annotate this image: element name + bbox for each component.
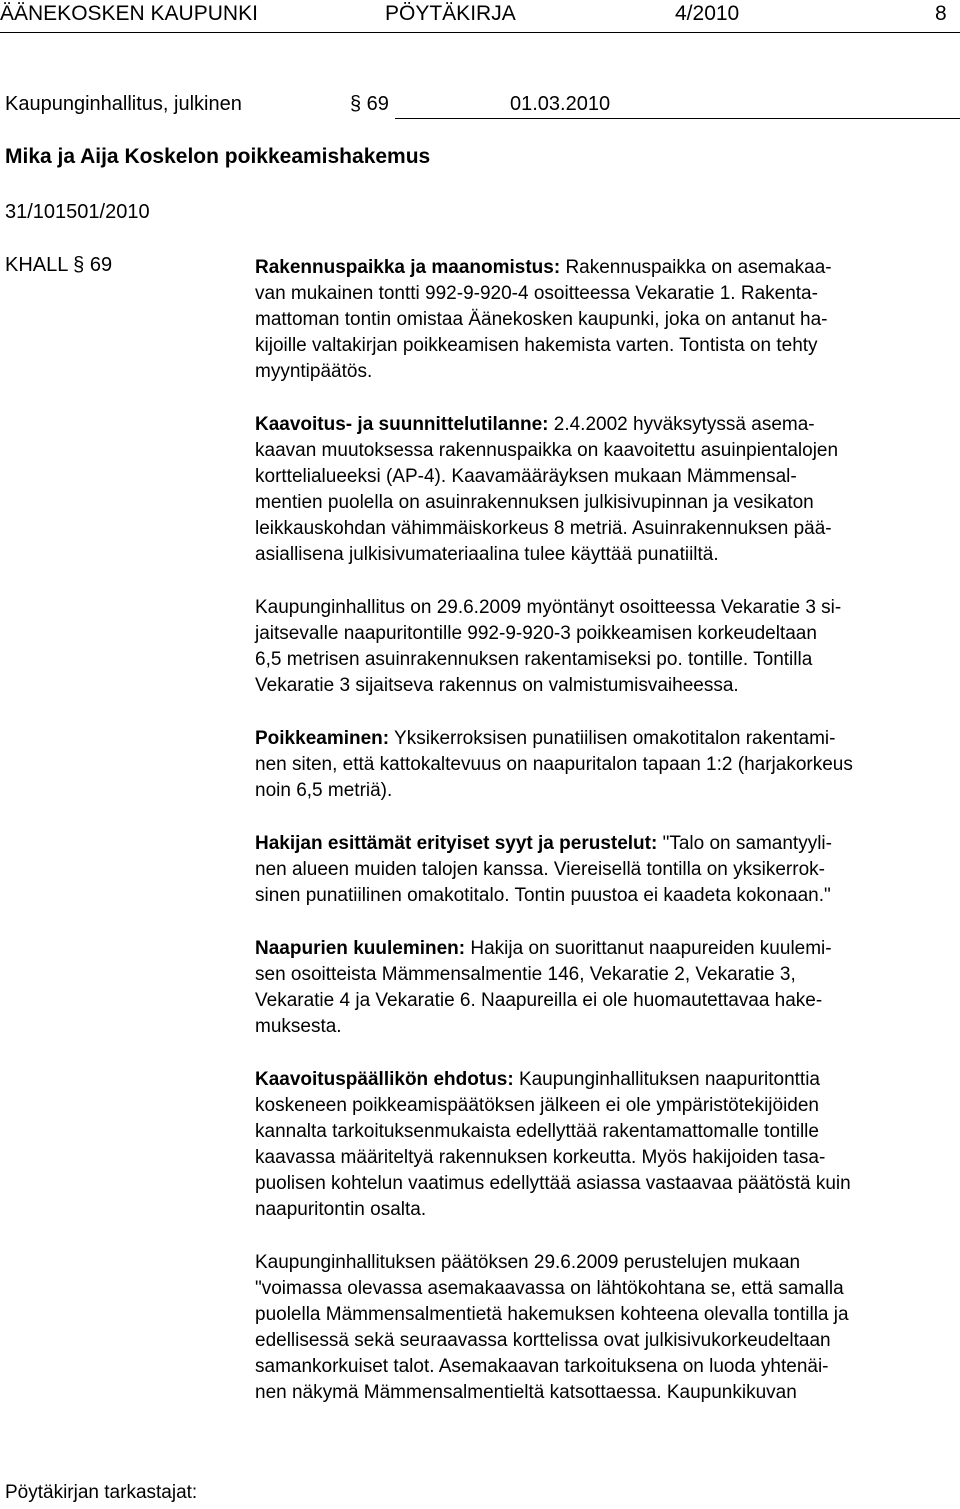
paragraph-line: kaavassa määriteltyä rakennuksen korkeutta. Myös hakijoiden tasa-	[255, 1147, 826, 1168]
paragraph	[255, 255, 955, 385]
paragraph	[255, 936, 955, 1040]
paragraph-line: muksesta.	[255, 1016, 342, 1037]
paragraph-line: "voimassa olevassa asemakaavassa on lähtökohtana se, että samalla	[255, 1278, 844, 1299]
page-header	[0, 0, 960, 30]
section-label: KHALL § 69	[5, 254, 113, 276]
header-rule	[0, 32, 960, 33]
paragraph-line: samankorkuiset talot. Asemakaavan tarkoituksena on luoda yhtenäi-	[255, 1356, 829, 1377]
paragraph-line: sinen punatiilinen omakotitalo. Tontin puustoa ei kaadeta kokonaan."	[255, 885, 831, 906]
paragraph-label: Rakennuspaikka ja maanomistus:	[255, 257, 561, 278]
paragraph-line: koskeneen poikkeamispäätöksen jälkeen ei ole ympäristötekijöiden	[255, 1095, 819, 1116]
body-name: Kaupunginhallitus, julkinen	[5, 93, 242, 115]
paragraph-line: puolisen kohtelun vaatimus edellyttää asiassa vastaavaa päätöstä kuin	[255, 1173, 851, 1194]
city-name: ÄÄNEKOSKEN KAUPUNKI	[0, 2, 258, 25]
paragraph-line: korttelialueeksi (AP-4). Kaavamääräyksen mukaan Mämmensal-	[255, 466, 797, 487]
issue-number: 4/2010	[675, 2, 740, 25]
paragraph-line: leikkauskohdan vähimmäiskorkeus 8 metriä. Asuinrakennuksen pää-	[255, 518, 832, 539]
paragraph-line: 2.4.2002 hyväksytyssä asema-	[553, 414, 815, 435]
paragraph-line: sen osoitteista Mämmensalmentie 146, Vekaratie 2, Vekaratie 3,	[255, 964, 796, 985]
meeting-date: 01.03.2010	[510, 93, 611, 115]
paragraph-line: naapuritontin osalta.	[255, 1199, 427, 1220]
meta-rule	[395, 118, 960, 119]
paragraph-line: puolella Mämmensalmentietä hakemuksen kohteena olevalla tontilla ja	[255, 1304, 849, 1325]
paragraph-line: Hakija on suorittanut naapureiden kuulemi-	[470, 938, 832, 959]
paragraph-line: nen alueen muiden talojen kanssa. Viereisellä tontilla on yksikerrok-	[255, 859, 825, 880]
paragraph-line: nen siten, että kattokaltevuus on naapuritalon tapaan 1:2 (harjakorkeus	[255, 754, 853, 775]
paragraph-line: Vekaratie 3 sijaitseva rakennus on valmistumisvaiheessa.	[255, 675, 739, 696]
paragraph-line: van mukainen tontti 992-9-920-4 osoitteessa Vekaratie 1. Rakenta-	[255, 283, 818, 304]
paragraph-line: Kaupunginhallitus on 29.6.2009 myöntänyt osoitteessa Vekaratie 3 si-	[255, 597, 842, 618]
page-number: 8	[935, 2, 947, 25]
document-type: PÖYTÄKIRJA	[385, 2, 516, 25]
paragraph-line: Rakennuspaikka on asemakaa-	[565, 257, 832, 278]
paragraph-line: edellisessä sekä seuraavassa korttelissa ovat julkisivukorkeudeltaan	[255, 1330, 831, 1351]
paragraph-line: "Talo on samantyyli-	[662, 833, 832, 854]
document-body	[255, 255, 955, 1433]
paragraph-line: jaitsevalle naapuritontille 992-9-920-3 poikkeamisen korkeudeltaan	[255, 623, 817, 644]
section-number: § 69	[350, 93, 389, 115]
paragraph-label: Kaavoituspäällikön ehdotus:	[255, 1069, 514, 1090]
page-title: Mika ja Aija Koskelon poikkeamishakemus	[5, 145, 431, 168]
paragraph-line: Yksikerroksisen punatiilisen omakotitalon rakentami-	[394, 728, 836, 749]
paragraph-line: 6,5 metrisen asuinrakennuksen rakentamiseksi po. tontille. Tontilla	[255, 649, 813, 670]
paragraph-label: Hakijan esittämät erityiset syyt ja perustelut:	[255, 833, 658, 854]
paragraph	[255, 595, 955, 699]
paragraph-line: Vekaratie 4 ja Vekaratie 6. Naapureilla ei ole huomautettavaa hake-	[255, 990, 823, 1011]
paragraph-line: asiallisena julkisivumateriaalina tulee käyttää punatiiltä.	[255, 544, 719, 565]
paragraph	[255, 726, 955, 804]
paragraph-line: myyntipäätös.	[255, 361, 373, 382]
paragraph-line: noin 6,5 metriä).	[255, 780, 393, 801]
paragraph	[255, 412, 955, 568]
paragraph-line: mattoman tontin omistaa Äänekosken kaupunki, joka on antanut ha-	[255, 309, 828, 330]
paragraph-label: Kaavoitus- ja suunnittelutilanne:	[255, 414, 549, 435]
reference-number: 31/101501/2010	[5, 201, 150, 223]
paragraph-line: Kaupunginhallituksen päätöksen 29.6.2009 perustelujen mukaan	[255, 1252, 801, 1273]
paragraph-line: kaavan muutoksessa rakennuspaikka on kaavoitettu asuinpientalojen	[255, 440, 839, 461]
paragraph-line: mentien puolella on asuinrakennuksen julkisivupinnan ja vesikaton	[255, 492, 814, 513]
paragraph-line: Kaupunginhallituksen naapuritonttia	[518, 1069, 820, 1090]
paragraph-label: Naapurien kuuleminen:	[255, 938, 466, 959]
paragraph-line: nen näkymä Mämmensalmentieltä katsottaessa. Kaupunkikuvan	[255, 1382, 797, 1403]
paragraph-line: kannalta tarkoituksenmukaista edellyttää rakentamattomalle tontille	[255, 1121, 819, 1142]
paragraph-line: kijoille valtakirjan poikkeamisen hakemista varten. Tontista on tehty	[255, 335, 818, 356]
paragraph	[255, 1250, 955, 1406]
paragraph	[255, 1067, 955, 1223]
footer-signers-label: Pöytäkirjan tarkastajat:	[5, 1482, 198, 1503]
paragraph-label: Poikkeaminen:	[255, 728, 390, 749]
paragraph	[255, 831, 955, 909]
